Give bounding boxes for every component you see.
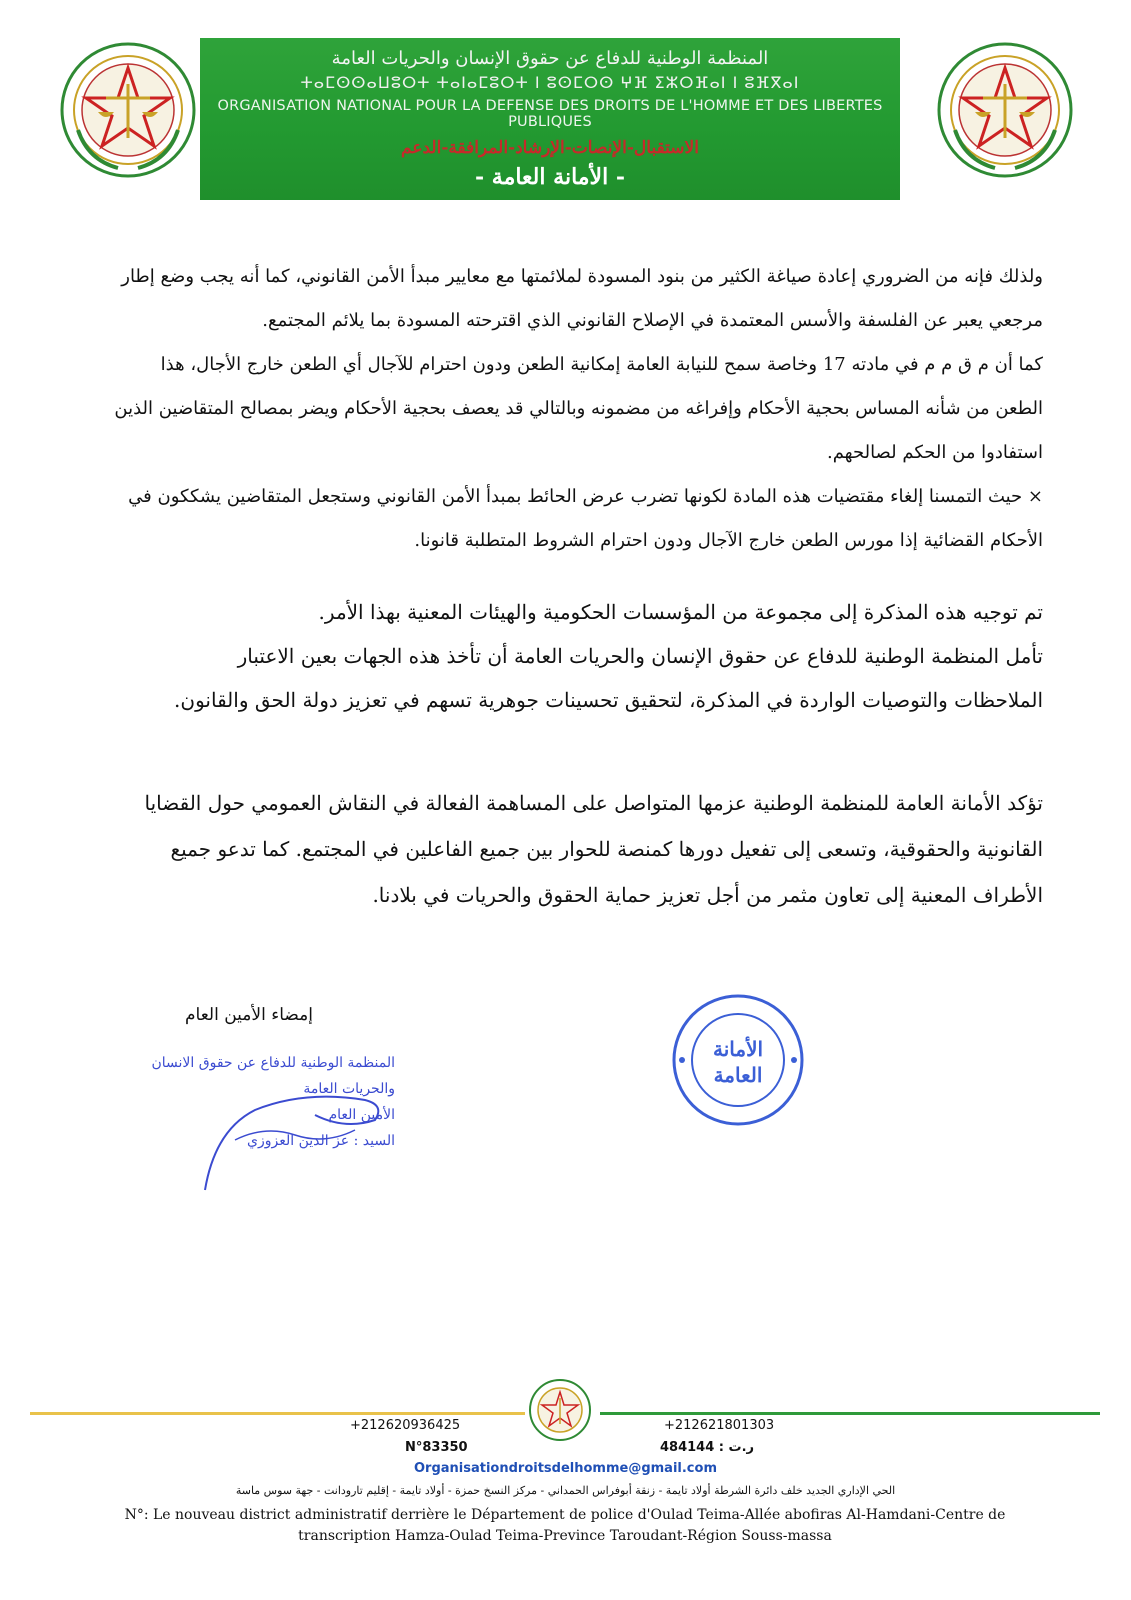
handwritten-signature-icon [195,1070,395,1200]
body-line: كما أن م ق م م في مادته 17 وخاصة سمح للنيابة العامة إمكانية الطعن ودون احترام للآجال أي الطعن خارج الأجال، هذا [160,354,1043,375]
body-paragraph-3 [83,780,1043,918]
svg-text:الأمانة: الأمانة [712,1037,764,1061]
org-name-arabic: المنظمة الوطنية للدفاع عن حقوق الإنسان والحريات العامة [331,48,769,69]
body-line: ولذلك فإنه من الضروري إعادة صياغة الكثير من بنود المسودة لملائمتها مع معايير مبدأ الأمن القانوني، كما أنه يجب وضع إطار [121,266,1043,287]
body-line: استفادوا من الحكم لصالحهم. [826,442,1043,463]
secretariat-title: - الأمانة العامة - [474,164,625,190]
footer-number-right: ر.ت : 484144 [660,1440,755,1455]
footer-emblem-icon [528,1378,592,1442]
body-line: القانونية والحقوقية، وتسعى إلى تفعيل دورها كمنصة للحوار بين جميع الفاعلين في المجتمع. كما تدعو جميع [170,837,1043,861]
footer-divider-right [600,1412,1100,1415]
footer-number-left: N°83350 [405,1440,468,1455]
footer-address-french: N°: Le nouveau district administratif derrière le Département de police d'Oulad Teima-Allée abofiras Al-Hamdani-Centre de transcription Hamza-Oulad Teima-Prevince Taroudant-Région Souss-massa [124,1507,1006,1544]
footer-divider-left [30,1412,525,1415]
organization-emblem-icon [935,40,1075,180]
body-paragraph-2 [83,590,1043,722]
signature-line: والحريات العامة [303,1081,395,1097]
body-line: تأمل المنظمة الوطنية للدفاع عن حقوق الإنسان والحريات العامة أن تأخذ هذه الجهات بعين الاعتبار [237,644,1043,668]
signature-title: إمضاء الأمين العام [185,1005,313,1025]
services-line: الاستقبال-الإنصات-الإرشاد-المرافقة-الدعم [401,138,699,158]
org-name-tifinagh: ⵜⴰⵎⵙⵙⴰⵡⵓⵔⵜ ⵜⴰⵏⴰⵎⵓⵔⵜ ⵏ ⵓⵙⵎⵔⵙ ⵖⴼ ⵉⵣⵔⴼⴰⵏ ⵏ ⵓⴼⴳⴰⵏ [300,73,800,92]
body-line: الأطراف المعنية إلى تعاون مثمر من أجل تعزيز حماية الحقوق والحريات في بلادنا. [372,883,1043,907]
organization-emblem-icon [58,40,198,180]
secretariat-stamp-icon [668,990,808,1130]
body-line: الأحكام القضائية إذا مورس الطعن خارج الآجال ودون احترام الشروط المتطلبة قانونا. [414,530,1043,551]
body-line: تم توجيه هذه المذكرة إلى مجموعة من المؤسسات الحكومية والهيئات المعنية بهذا الأمر. [318,600,1043,624]
signature-line: المنظمة الوطنية للدفاع عن حقوق الانسان [151,1055,395,1071]
org-name-french: ORGANISATION NATIONAL POUR LA DEFENSE DES DROITS DE L'HOMME ET DES LIBERTES PUBLIQUES [217,98,883,130]
body-line: الطعن من شأنه المساس بحجية الأحكام وإفراغه من مضمونه وبالتالي قد يعصف بحجية الأحكام ويضر بمصالح المتقاضين الذين [114,398,1043,419]
body-line: الملاحظات والتوصيات الواردة في المذكرة، لتحقيق تحسينات جوهرية تسهم في تعزيز دولة الحق والقانون. [174,688,1043,712]
svg-text:العامة: العامة [713,1063,763,1087]
signature-line: الأمين العام [328,1107,395,1123]
body-paragraph-1 [83,255,1043,563]
body-line: × حيث التمسنا إلغاء مقتضيات هذه المادة لكونها تضرب عرض الحائط بمبدأ الأمن القانوني وستجعل المتقاضين يشككون في [128,486,1043,507]
body-line: مرجعي يعبر عن الفلسفة والأسس المعتمدة في الإصلاح القانوني الذي اقترحته المسودة بما يلائم المجتمع. [262,310,1043,331]
signature-line: السيد : عز الدين العزوزي [247,1133,395,1149]
footer-address-arabic: الحي الإداري الجديد خلف دائرة الشرطة أولاد تايمة - زنقة أبوفراس الحمداني - مركز النسخ حمزة - أولاد تايمة - إقليم تارودانت - جهة سوس ماسة [235,1484,896,1497]
body-line: تؤكد الأمانة العامة للمنظمة الوطنية عزمها المتواصل على المساهمة الفعالة في النقاش العمومي حول القضايا [144,791,1043,815]
footer-email-link[interactable]: Organisationdroitsdelhomme@gmail.com [413,1461,717,1476]
footer-phone-left: +212620936425 [350,1418,461,1433]
footer-phone-right: +212621801303 [664,1418,775,1433]
header-banner [200,38,900,200]
